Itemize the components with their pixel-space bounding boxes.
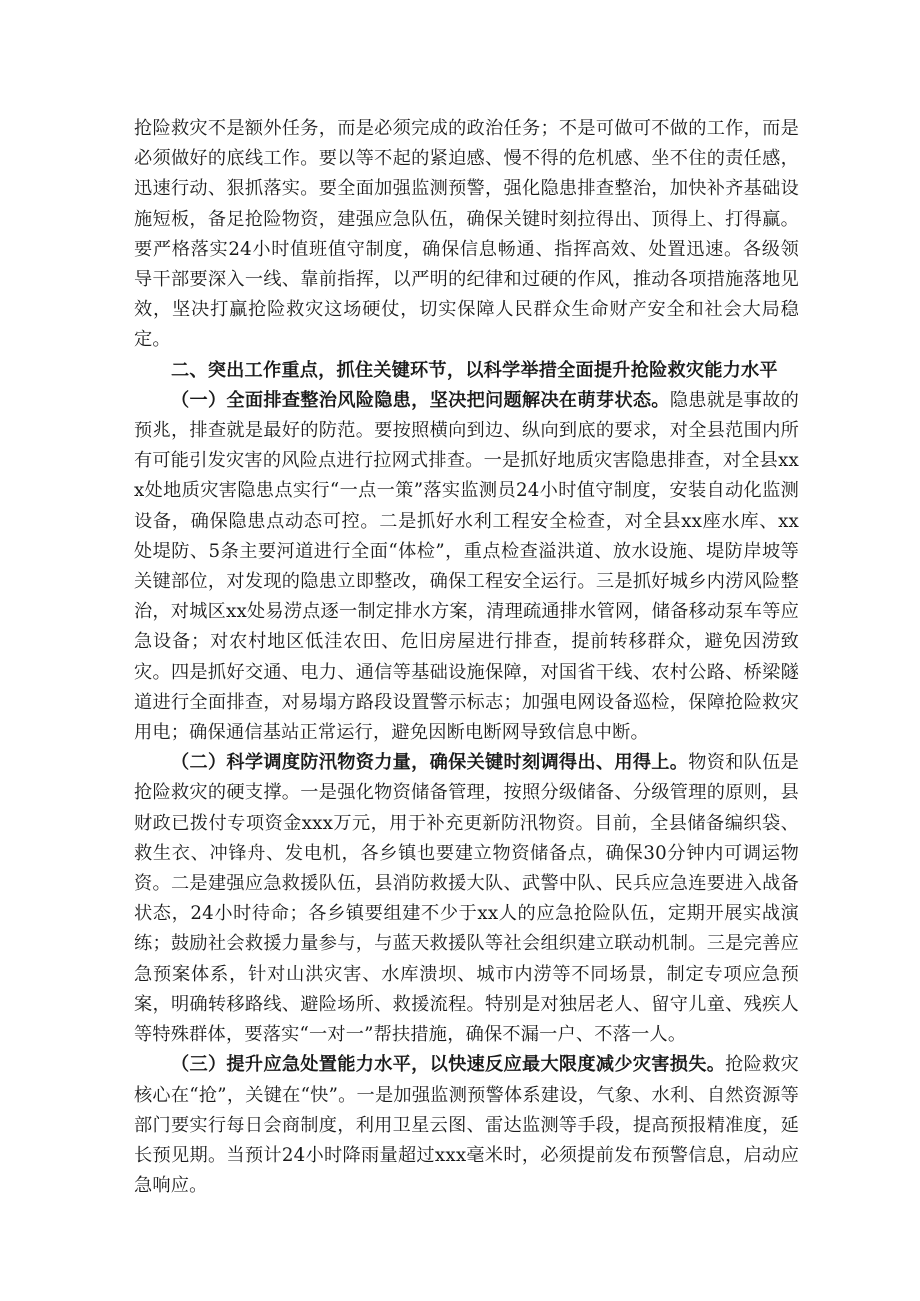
section-heading: 二、突出工作重点，抓住关键环节，以科学举措全面提升抢险救灾能力水平 — [171, 359, 778, 381]
sub-section-3-lead: （三）提升应急处置能力水平，以快速反应最大限度减少灾害损失。 — [171, 1054, 726, 1076]
sub-section-3 — [134, 1050, 799, 1201]
sub-section-1-lead: （一）全面排查整治风险隐患，坚决把问题解决在萌芽状态。 — [171, 389, 670, 411]
sub-section-1 — [134, 386, 799, 748]
sub-section-2-body: 物资和队伍是抢险救灾的硬支撑。一是强化物资储备管理，按照分级储备、分级管理的原则，县财政已拨付专项资金xxx万元，用于补充更新防汛物资。目前，全县储备编织袋、救生衣、冲锋舟、发电机，各乡镇也要建立物资储备点，确保30分钟内可调运物资。二是建强应急救援队伍，县消防救援大队、武警中队、民兵应急连要进入战备状态，24小时待命；各乡镇要组建不少于xx人的应急抢险队伍，定期开展实战演练；鼓励社会救援力量参与，与蓝天救援队等社会组织建立联动机制。三是完善应急预案体系，针对山洪灾害、水库溃坝、城市内涝等不同场景，制定专项应急预案，明确转移路线、避险场所、救援流程。特别是对独居老人、留守儿童、残疾人等特殊群体，要落实“一对一”帮扶措施，确保不漏一户、不落一人。 — [134, 752, 800, 1046]
sub-section-2-lead: （二）科学调度防汛物资力量，确保关键时刻调得出、用得上。 — [171, 752, 689, 774]
sub-section-2 — [134, 748, 799, 1050]
intro-paragraph: 抢险救灾不是额外任务，而是必须完成的政治任务；不是可做可不做的工作，而是必须做好的底线工作。要以等不起的紧迫感、慢不得的危机感、坐不住的责任感，迅速行动、狠抓落实。要全面加强监测预警，强化隐患排查整治，加快补齐基础设施短板，备足抢险物资，建强应急队伍，确保关键时刻拉得出、顶得上、打得赢。要严格落实24小时值班值守制度，确保信息畅通、指挥高效、处置迅速。各级领导干部要深入一线、靠前指挥，以严明的纪律和过硬的作风，推动各项措施落地见效，坚决打赢抢险救灾这场硬仗，切实保障人民群众生命财产安全和社会大局稳定。 — [134, 118, 799, 351]
sub-section-1-body: 隐患就是事故的预兆，排查就是最好的防范。要按照横向到边、纵向到底的要求，对全县范围内所有可能引发灾害的风险点进行拉网式排查。一是抓好地质灾害隐患排查，对全县xxx处地质灾害隐患点实行“一点一策”落实监测员24小时值守制度，安装自动化监测设备，确保隐患点动态可控。二是抓好水利工程安全检查，对全县xx座水库、xx处堤防、5条主要河道进行全面“体检”，重点检查溢洪道、放水设施、堤防岸坡等关键部位，对发现的隐患立即整改，确保工程安全运行。三是抓好城乡内涝风险整治，对城区xx处易涝点逐一制定排水方案，清理疏通排水管网，储备移动泵车等应急设备；对农村地区低洼农田、危旧房屋进行排查，提前转移群众，避免因涝致灾。四是抓好交通、电力、通信等基础设施保障，对国省干线、农村公路、桥梁隧道进行全面排查，对易塌方路段设置警示标志；加强电网设备巡检，保障抢险救灾用电；确保通信基站正常运行，避免因断电断网导致信息中断。 — [134, 389, 799, 744]
sub-section-3-body: 抢险救灾核心在“抢”，关键在“快”。一是加强监测预警体系建设，气象、水利、自然资源等部门要实行每日会商制度，利用卫星云图、雷达监测等手段，提高预报精准度，延长预见期。当预计24小时降雨量超过xxx毫米时，必须提前发布预警信息，启动应急响应。 — [134, 1054, 799, 1197]
document-page — [134, 114, 799, 1201]
